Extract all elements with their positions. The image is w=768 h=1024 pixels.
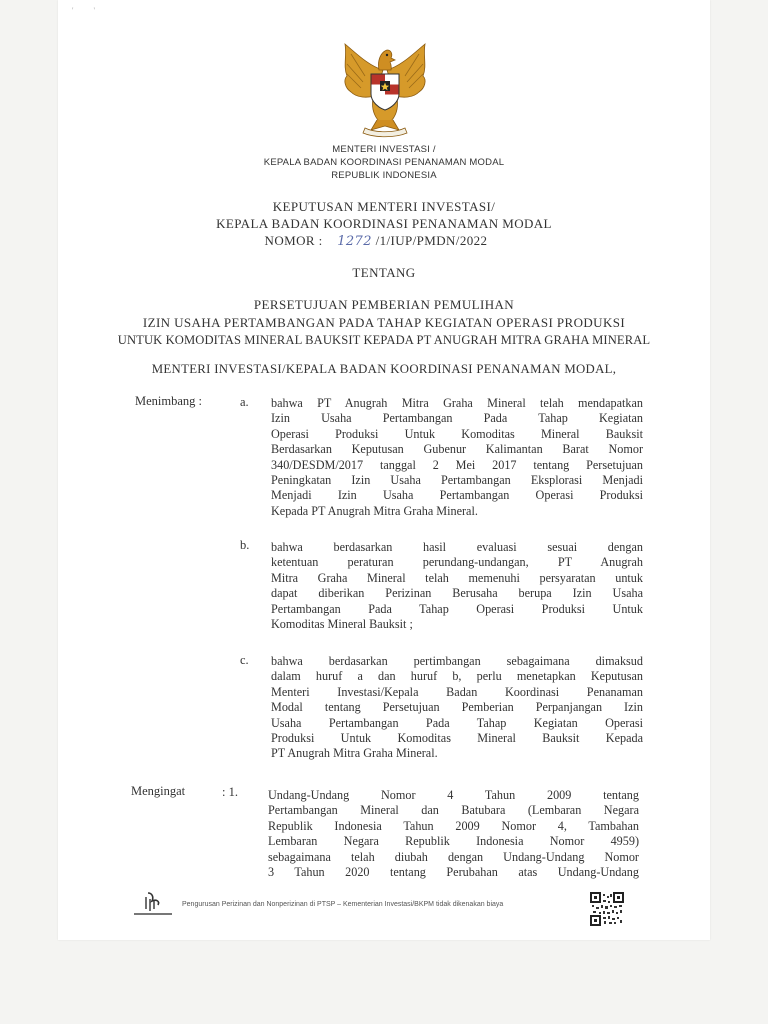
decree-title-2: KEPALA BADAN KOORDINASI PENANAMAN MODAL xyxy=(216,216,552,231)
text-line: Kepada PT Anugrah Mitra Graha Mineral. xyxy=(271,503,478,518)
header-line-3: REPUBLIK INDONESIA xyxy=(331,170,437,181)
subject-line-2: IZIN USAHA PERTAMBANGAN PADA TAHAP KEGIATAN OPERASI PRODUKSI xyxy=(142,315,626,330)
menimbang-item-c xyxy=(271,654,643,762)
text-line: Republik Indonesia Tahun 2009 Nomor 4, Tambahan xyxy=(268,818,639,833)
text-line: bahwa berdasarkan hasil evaluasi sesuai dengan xyxy=(271,540,643,554)
qr-code-icon xyxy=(590,892,624,926)
text-line: 3 Tahun 2020 tentang Perubahan atas Undang-Undang xyxy=(268,865,639,880)
mengingat-item-1 xyxy=(268,788,639,880)
text-line: Berdasarkan Keputusan Gubenur Kalimantan Barat Nomor xyxy=(271,442,643,457)
text-line: Menjadi Izin Usaha Pertambangan Operasi Produksi xyxy=(271,488,643,503)
menimbang-marker-b: b. xyxy=(240,538,250,552)
scan-marks: ' ' xyxy=(72,6,95,15)
text-line: bahwa PT Anugrah Mitra Graha Mineral telah mendapatkan xyxy=(271,396,643,410)
text-line: Pertambangan Pada Tahap Operasi Produksi Untuk xyxy=(271,601,643,616)
subject-line-3: UNTUK KOMODITAS MINERAL BAUKSIT KEPADA PT ANUGRAH MITRA GRAHA MINERAL xyxy=(117,333,651,347)
bkpm-logo-icon xyxy=(132,891,174,919)
issuer-line: MENTERI INVESTASI/KEPALA BADAN KOORDINASI PENANAMAN MODAL, xyxy=(151,362,617,376)
header-line-1: MENTERI INVESTASI / xyxy=(332,144,436,155)
text-line: Modal tentang Persetujuan Pemberian Perpanjangan Izin xyxy=(271,700,643,715)
text-line: Mitra Graha Mineral telah memenuhi persyaratan untuk xyxy=(271,570,643,585)
text-line: ketentuan peraturan perundang-undangan, PT Anugrah xyxy=(271,555,643,570)
text-line: Lembaran Negara Republik Indonesia Nomor 4959) xyxy=(268,834,639,849)
nomor-number: 1272 xyxy=(337,234,372,249)
text-line: Komoditas Mineral Bauksit ; xyxy=(271,617,413,632)
text-line: PT Anugrah Mitra Graha Mineral. xyxy=(271,746,438,761)
garuda-emblem-icon xyxy=(335,40,435,138)
text-line: dalam huruf a dan huruf b, perlu menetapkan Keputusan xyxy=(271,669,643,684)
menimbang-item-b xyxy=(271,540,643,632)
menimbang-label: Menimbang : xyxy=(135,394,203,408)
menimbang-marker-c: c. xyxy=(240,653,249,667)
text-line: Pertambangan Mineral dan Batubara (Lembaran Negara xyxy=(268,803,639,818)
text-line: Usaha Pertambangan Pada Tahap Kegiatan Operasi xyxy=(271,715,643,730)
tentang-heading: TENTANG xyxy=(352,265,416,280)
mengingat-marker-1: : 1. xyxy=(222,785,238,799)
text-line: bahwa berdasarkan pertimbangan sebagaimana dimaksud xyxy=(271,654,643,668)
subject-line-1: PERSETUJUAN PEMBERIAN PEMULIHAN xyxy=(253,297,515,312)
text-line: dapat diberikan Perizinan Berusaha berupa Izin Usaha xyxy=(271,586,643,601)
text-line: 340/DESDM/2017 tanggal 2 Mei 2017 tentang Persetujuan xyxy=(271,457,643,472)
text-line: sebagaimana telah diubah dengan Undang-Undang Nomor xyxy=(268,849,639,864)
text-line: Produksi Untuk Komoditas Mineral Bauksit Kepada xyxy=(271,731,643,746)
text-line: Operasi Produksi Untuk Komoditas Mineral Bauksit xyxy=(271,426,643,441)
text-line: Menteri Investasi/Kepala Badan Koordinasi Penanaman xyxy=(271,684,643,699)
text-line: Peningkatan Izin Usaha Pertambangan Eksplorasi Menjadi xyxy=(271,473,643,488)
footer-note: Pengurusan Perizinan dan Nonperizinan di PTSP – Kementerian Investasi/BKPM tidak dikenakan biaya xyxy=(182,901,504,908)
menimbang-item-a xyxy=(271,396,643,519)
decree-title-1: KEPUTUSAN MENTERI INVESTASI/ xyxy=(272,199,496,214)
text-line: Undang-Undang Nomor 4 Tahun 2009 tentang xyxy=(268,788,639,802)
nomor-label: NOMOR : xyxy=(264,233,323,248)
header-line-2: KEPALA BADAN KOORDINASI PENANAMAN MODAL xyxy=(263,157,505,168)
mengingat-label: Mengingat xyxy=(131,784,186,798)
menimbang-marker-a: a. xyxy=(240,395,249,409)
nomor-suffix: /1/IUP/PMDN/2022 xyxy=(375,233,488,248)
text-line: Izin Usaha Pertambangan Pada Tahap Kegiatan xyxy=(271,411,643,426)
decree-nomor xyxy=(0,233,760,249)
